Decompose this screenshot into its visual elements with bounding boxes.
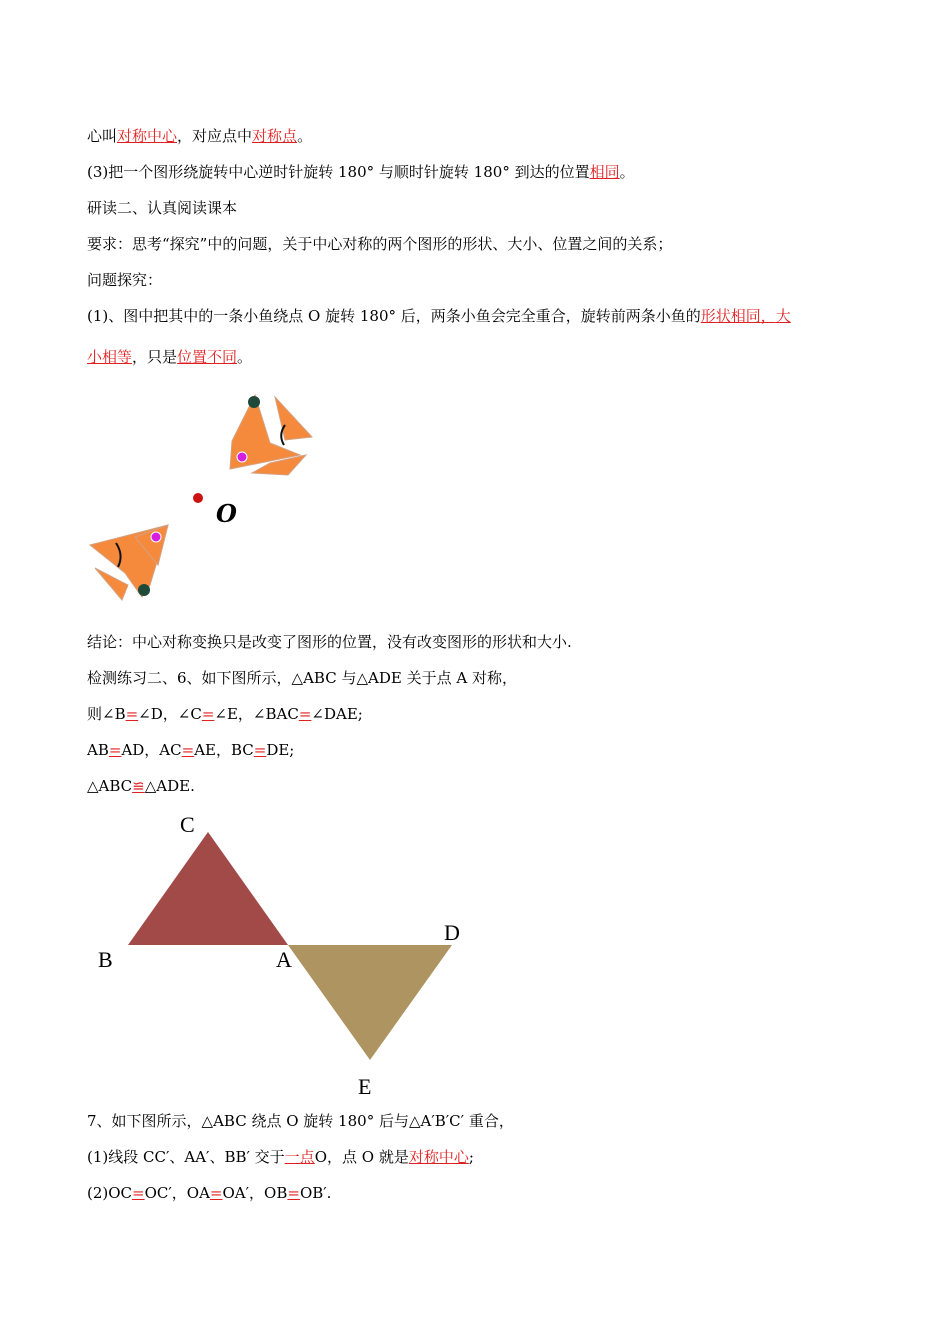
requirement-text: 要求：思考“探究”中的问题，关于中心对称的两个图形的形状、大小、位置之间的关系； (87, 235, 673, 253)
text-line-1: 心叫对称中心，对应点中对称点。 (87, 127, 313, 145)
label-c: C (180, 812, 195, 837)
side-equalities: AB=AD，AC=AE，BC=DE; (87, 741, 295, 759)
triangle-abc (128, 832, 288, 945)
congruence-statement: △ABC≌△ADE. (87, 777, 195, 795)
triangle-symmetry-figure (90, 810, 480, 1100)
conclusion-text: 结论：中心对称变换只是改变了图形的位置，没有改变图形的形状和大小. (87, 633, 572, 651)
fish-rotation-figure (80, 385, 330, 610)
center-label: O (216, 499, 237, 528)
label-d: D (444, 920, 460, 945)
exercise-7-part-2: (2)OC=OC′，OA=OA′，OB=OB′. (87, 1184, 332, 1202)
angle-equalities: 则∠B=∠D，∠C=∠E，∠BAC=∠DAE; (87, 705, 363, 723)
center-point-dot (193, 493, 203, 503)
upper-fish (230, 395, 312, 475)
text-line-6: (1)、图中把其中的一条小鱼绕点 O 旋转 180° 后，两条小鱼会完全重合，旋转前两条小鱼的形状相同，大 (87, 307, 791, 325)
text-line-2: (3)把一个图形绕旋转中心逆时针旋转 180° 与顺时针旋转 180° 到达的位置相同。 (87, 163, 635, 181)
question-heading: 问题探究： (87, 271, 163, 289)
label-b: B (98, 947, 113, 972)
triangle-ade (288, 945, 452, 1060)
label-e: E (358, 1074, 372, 1099)
label-a: A (276, 947, 292, 972)
section-heading: 研读二、认真阅读课本 (87, 199, 238, 217)
exercise-6-text: 检测练习二、6、如下图所示，△ABC 与△ADE 关于点 A 对称， (87, 669, 517, 687)
text-line-7: 小相等，只是位置不同。 (87, 348, 253, 366)
lower-fish (90, 525, 168, 600)
exercise-7-text: 7、如下图所示，△ABC 绕点 O 旋转 180° 后与△A′B′C′ 重合， (87, 1112, 514, 1130)
exercise-7-part-1: (1)线段 CC′、AA′、BB′ 交于一点O，点 O 就是对称中心; (87, 1148, 474, 1166)
